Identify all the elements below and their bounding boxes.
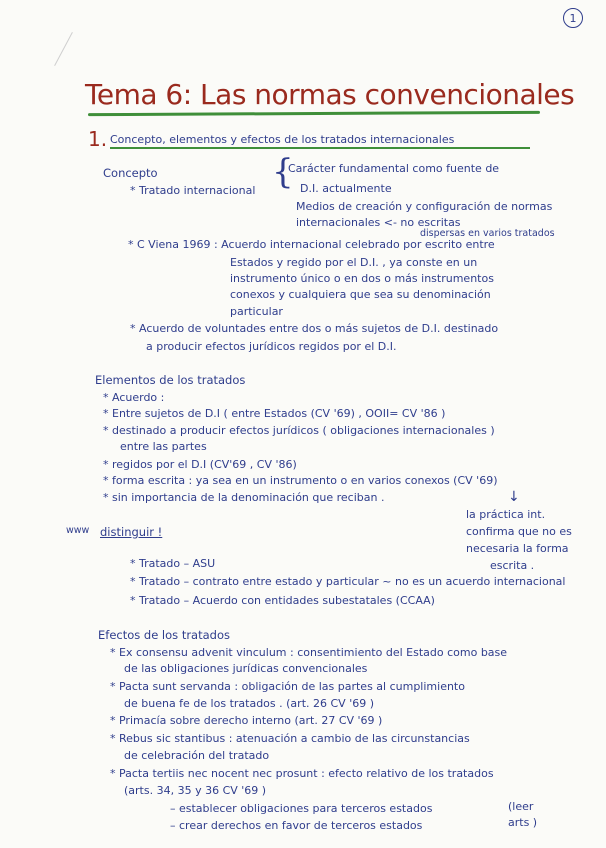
distinguir-item: * Tratado – Acuerdo con entidades subestatales (CCAA) [130, 594, 435, 607]
page-number: 1 [563, 8, 583, 28]
concepto-heading: Concepto [103, 166, 158, 180]
efecto-subitem: – establecer obligaciones para terceros estados [170, 802, 433, 815]
brace-line: D.I. actualmente [300, 182, 392, 195]
faint-pencil-mark [54, 32, 73, 66]
efecto-item: de las obligaciones jurídicas convencionales [124, 662, 368, 675]
distinguir-item: * Tratado – ASU [130, 557, 216, 570]
efecto-item: de celebración del tratado [124, 749, 270, 762]
elemento-item: * Acuerdo : [103, 391, 165, 404]
section-title: Concepto, elementos y efectos de los tratados internacionales [110, 133, 455, 146]
elemento-item: * sin importancia de la denominación que reciban . [103, 491, 385, 504]
efecto-item: (arts. 34, 35 y 36 CV '69 ) [124, 784, 267, 797]
side-note-line: confirma que no es [466, 525, 572, 538]
elemento-item: * forma escrita : ya sea en un instrumento o en varios conexos (CV '69) [103, 474, 498, 487]
elemento-item: * destinado a producir efectos jurídicos ( obligaciones internacionales ) [103, 424, 495, 437]
cv-line: particular [230, 305, 283, 318]
distinguir-heading: distinguir ! [100, 525, 163, 539]
efecto-subitem: – crear derechos en favor de terceros estados [170, 819, 423, 832]
brace-icon: { [272, 152, 294, 192]
efecto-item: de buena fe de los tratados . (art. 26 CV '69 ) [124, 697, 375, 710]
efecto-item: * Rebus sic stantibus : atenuación a cambio de las circunstancias [110, 732, 470, 745]
page-title: Tema 6: Las normas convencionales [85, 78, 575, 111]
brace-line: internacionales <- no escritas [296, 216, 461, 229]
efecto-item: * Primacía sobre derecho interno (art. 27 CV '69 ) [110, 714, 383, 727]
elemento-item: * regidos por el D.I (CV'69 , CV '86) [103, 458, 297, 471]
tratado-label: * Tratado internacional [130, 184, 256, 197]
brace-line: dispersas en varios tratados [420, 228, 555, 239]
brace-line: Medios de creación y configuración de normas [296, 200, 553, 213]
distinguir-prefix: www [66, 525, 90, 536]
cv-line: Estados y regido por el D.I. , ya conste en un [230, 256, 478, 269]
acuerdo-line: a producir efectos jurídicos regidos por el D.I. [146, 340, 397, 353]
side-note-line: arts ) [508, 816, 538, 829]
efecto-item: * Pacta tertiis nec nocent nec prosunt : efecto relativo de los tratados [110, 767, 494, 780]
acuerdo-line: * Acuerdo de voluntades entre dos o más sujetos de D.I. destinado [130, 322, 499, 335]
section-underline [110, 147, 530, 149]
efecto-item: * Ex consensu advenit vinculum : consentimiento del Estado como base [110, 646, 508, 659]
side-note-line: la práctica int. [466, 508, 546, 521]
side-note-line: (leer [508, 800, 534, 813]
cv-line: instrumento único o en dos o más instrumentos [230, 272, 494, 285]
side-note-line: escrita . [490, 559, 535, 572]
section-number: 1. [88, 127, 108, 151]
side-note-line: necesaria la forma [466, 542, 569, 555]
elemento-item: * Entre sujetos de D.I ( entre Estados (CV '69) , OOII= CV '86 ) [103, 407, 446, 420]
efecto-item: * Pacta sunt servanda : obligación de las partes al cumplimiento [110, 680, 465, 693]
brace-line: Carácter fundamental como fuente de [288, 162, 500, 175]
cv-line: conexos y cualquiera que sea su denominación [230, 288, 491, 301]
elementos-heading: Elementos de los tratados [95, 373, 246, 387]
elemento-item: entre las partes [120, 440, 207, 453]
efectos-heading: Efectos de los tratados [98, 628, 230, 642]
distinguir-item: * Tratado – contrato entre estado y particular ~ no es un acuerdo internacional [130, 575, 566, 588]
cv-line: * C Viena 1969 : Acuerdo internacional celebrado por escrito entre [128, 238, 495, 251]
title-underline [88, 111, 540, 116]
arrow-down-icon: ↓ [508, 489, 520, 505]
